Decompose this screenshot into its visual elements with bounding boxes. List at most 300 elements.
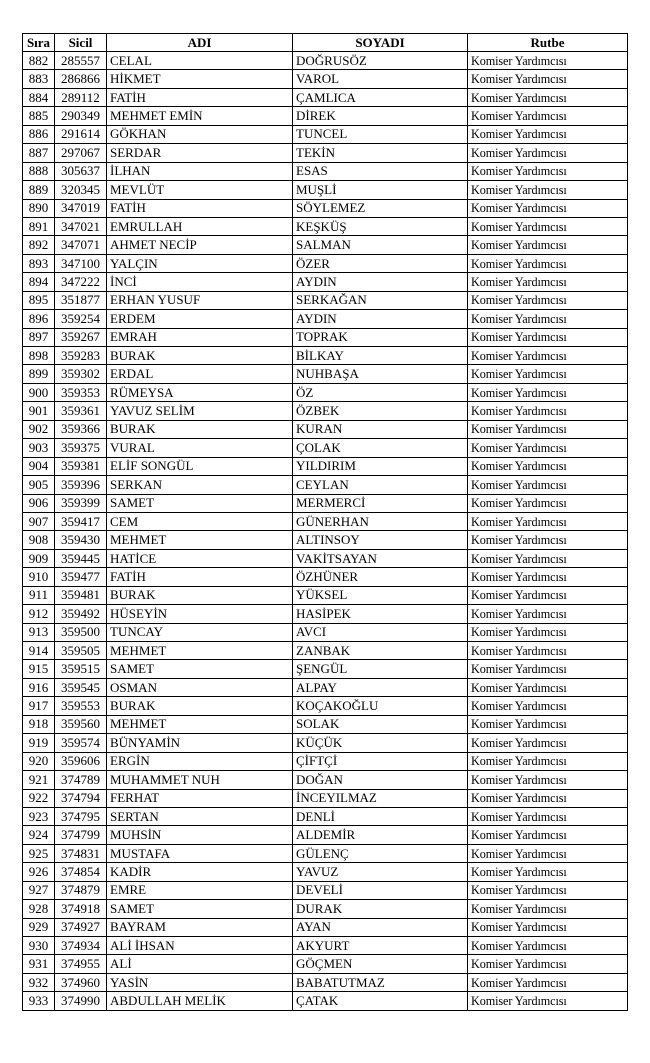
cell-sira: 888 [23,162,55,180]
cell-soyadi: KEŞKÜŞ [293,217,468,235]
cell-sira: 911 [23,586,55,604]
header-soyadi: SOYADI [293,34,468,52]
cell-sicil: 347071 [55,236,107,254]
cell-rutbe: Komiser Yardımcısı [468,365,628,383]
cell-sira: 921 [23,771,55,789]
cell-adi: SAMET [107,660,293,678]
cell-rutbe: Komiser Yardımcısı [468,605,628,623]
table-row [23,347,628,365]
table-row [23,771,628,789]
cell-sicil: 374789 [55,771,107,789]
cell-sicil: 374927 [55,918,107,936]
cell-rutbe: Komiser Yardımcısı [468,217,628,235]
cell-soyadi: YILDIRIM [293,457,468,475]
cell-rutbe: Komiser Yardımcısı [468,402,628,420]
cell-rutbe: Komiser Yardımcısı [468,162,628,180]
cell-sicil: 359396 [55,476,107,494]
cell-rutbe: Komiser Yardımcısı [468,807,628,825]
cell-sira: 891 [23,217,55,235]
cell-soyadi: DİREK [293,107,468,125]
cell-rutbe: Komiser Yardımcısı [468,439,628,457]
cell-rutbe: Komiser Yardımcısı [468,900,628,918]
cell-sicil: 359417 [55,512,107,530]
cell-sicil: 359500 [55,623,107,641]
cell-adi: ERGİN [107,752,293,770]
cell-adi: MEHMET EMİN [107,107,293,125]
cell-adi: ERDAL [107,365,293,383]
cell-soyadi: DEVELİ [293,881,468,899]
cell-adi: İLHAN [107,162,293,180]
cell-soyadi: TUNCEL [293,125,468,143]
cell-sicil: 359553 [55,697,107,715]
cell-sicil: 305637 [55,162,107,180]
cell-sicil: 359267 [55,328,107,346]
cell-adi: BURAK [107,697,293,715]
cell-rutbe: Komiser Yardımcısı [468,476,628,494]
table-row [23,420,628,438]
cell-adi: SAMET [107,494,293,512]
cell-sira: 923 [23,807,55,825]
cell-adi: BURAK [107,586,293,604]
cell-adi: FATİH [107,199,293,217]
cell-sira: 897 [23,328,55,346]
cell-soyadi: SERKAĞAN [293,291,468,309]
table-row [23,844,628,862]
cell-adi: MUHSİN [107,826,293,844]
cell-adi: YASİN [107,973,293,991]
table-row [23,642,628,660]
cell-adi: MEHMET [107,715,293,733]
cell-rutbe: Komiser Yardımcısı [468,420,628,438]
cell-sira: 886 [23,125,55,143]
cell-sicil: 359492 [55,605,107,623]
table-row [23,70,628,88]
cell-adi: MEVLÜT [107,181,293,199]
cell-sira: 903 [23,439,55,457]
cell-sira: 913 [23,623,55,641]
cell-rutbe: Komiser Yardımcısı [468,125,628,143]
table-row [23,476,628,494]
cell-adi: YALÇIN [107,254,293,272]
table-row [23,402,628,420]
cell-rutbe: Komiser Yardımcısı [468,697,628,715]
cell-sicil: 359560 [55,715,107,733]
cell-sira: 882 [23,52,55,70]
cell-soyadi: YAVUZ [293,863,468,881]
cell-sicil: 374795 [55,807,107,825]
table-row [23,181,628,199]
cell-adi: FATİH [107,568,293,586]
cell-soyadi: ALDEMİR [293,826,468,844]
table-row [23,457,628,475]
cell-sicil: 374955 [55,955,107,973]
cell-sira: 927 [23,881,55,899]
table-row [23,217,628,235]
table-row [23,549,628,567]
personnel-table [22,33,628,1011]
cell-sira: 896 [23,310,55,328]
cell-soyadi: KOÇAKOĞLU [293,697,468,715]
cell-sicil: 374934 [55,937,107,955]
cell-rutbe: Komiser Yardımcısı [468,955,628,973]
cell-rutbe: Komiser Yardımcısı [468,623,628,641]
cell-sicil: 359366 [55,420,107,438]
cell-soyadi: VAKİTSAYAN [293,549,468,567]
cell-soyadi: SALMAN [293,236,468,254]
cell-soyadi: YÜKSEL [293,586,468,604]
cell-adi: ERHAN YUSUF [107,291,293,309]
cell-soyadi: GÖÇMEN [293,955,468,973]
table-row [23,144,628,162]
cell-sira: 892 [23,236,55,254]
table-row [23,254,628,272]
cell-sira: 883 [23,70,55,88]
cell-sicil: 285557 [55,52,107,70]
cell-soyadi: TOPRAK [293,328,468,346]
cell-soyadi: ÇAMLICA [293,88,468,106]
cell-sira: 898 [23,347,55,365]
table-row [23,236,628,254]
cell-soyadi: AKYURT [293,937,468,955]
cell-soyadi: VAROL [293,70,468,88]
cell-rutbe: Komiser Yardımcısı [468,863,628,881]
cell-soyadi: ALTINSOY [293,531,468,549]
cell-sira: 932 [23,973,55,991]
table-row [23,88,628,106]
cell-sicil: 359283 [55,347,107,365]
cell-sicil: 359399 [55,494,107,512]
cell-adi: EMRAH [107,328,293,346]
cell-sicil: 359375 [55,439,107,457]
cell-sicil: 359481 [55,586,107,604]
table-row [23,291,628,309]
table-row [23,125,628,143]
cell-rutbe: Komiser Yardımcısı [468,734,628,752]
cell-sira: 887 [23,144,55,162]
table-row [23,789,628,807]
cell-sira: 922 [23,789,55,807]
cell-sicil: 359302 [55,365,107,383]
cell-sicil: 359353 [55,383,107,401]
table-row [23,752,628,770]
cell-sira: 884 [23,88,55,106]
table-row [23,531,628,549]
cell-rutbe: Komiser Yardımcısı [468,918,628,936]
cell-rutbe: Komiser Yardımcısı [468,973,628,991]
cell-rutbe: Komiser Yardımcısı [468,586,628,604]
cell-sira: 933 [23,992,55,1010]
cell-sicil: 359477 [55,568,107,586]
cell-soyadi: KÜÇÜK [293,734,468,752]
cell-rutbe: Komiser Yardımcısı [468,88,628,106]
cell-sira: 908 [23,531,55,549]
cell-rutbe: Komiser Yardımcısı [468,254,628,272]
cell-soyadi: KURAN [293,420,468,438]
cell-sira: 924 [23,826,55,844]
table-row [23,199,628,217]
table-row [23,273,628,291]
cell-soyadi: ÇİFTÇİ [293,752,468,770]
cell-soyadi: ZANBAK [293,642,468,660]
cell-sicil: 374799 [55,826,107,844]
table-row [23,881,628,899]
cell-sicil: 359254 [55,310,107,328]
cell-soyadi: ÇOLAK [293,439,468,457]
cell-soyadi: ÖZER [293,254,468,272]
cell-rutbe: Komiser Yardımcısı [468,752,628,770]
cell-sira: 899 [23,365,55,383]
cell-sira: 895 [23,291,55,309]
cell-rutbe: Komiser Yardımcısı [468,992,628,1010]
cell-rutbe: Komiser Yardımcısı [468,678,628,696]
table-row [23,586,628,604]
cell-adi: FERHAT [107,789,293,807]
cell-adi: SAMET [107,900,293,918]
cell-adi: ABDULLAH MELİK [107,992,293,1010]
cell-soyadi: MUŞLİ [293,181,468,199]
table-row [23,697,628,715]
table-row [23,439,628,457]
cell-soyadi: CEYLAN [293,476,468,494]
table-row [23,162,628,180]
cell-soyadi: ŞENGÜL [293,660,468,678]
cell-adi: MUSTAFA [107,844,293,862]
cell-sicil: 359430 [55,531,107,549]
cell-sira: 905 [23,476,55,494]
cell-rutbe: Komiser Yardımcısı [468,531,628,549]
table-row [23,918,628,936]
cell-rutbe: Komiser Yardımcısı [468,70,628,88]
table-row [23,955,628,973]
cell-adi: SERDAR [107,144,293,162]
table-row [23,310,628,328]
cell-adi: TUNCAY [107,623,293,641]
header-rutbe: Rutbe [468,34,628,52]
cell-sira: 916 [23,678,55,696]
cell-sira: 889 [23,181,55,199]
cell-adi: KADİR [107,863,293,881]
table-row [23,973,628,991]
cell-adi: EMRULLAH [107,217,293,235]
table-row [23,512,628,530]
cell-soyadi: AVCI [293,623,468,641]
cell-soyadi: AYDIN [293,310,468,328]
cell-soyadi: TEKİN [293,144,468,162]
cell-soyadi: GÜLENÇ [293,844,468,862]
cell-sicil: 359606 [55,752,107,770]
table-row [23,383,628,401]
cell-adi: MUHAMMET NUH [107,771,293,789]
cell-sira: 890 [23,199,55,217]
cell-sicil: 286866 [55,70,107,88]
cell-soyadi: DURAK [293,900,468,918]
cell-sira: 926 [23,863,55,881]
cell-sira: 931 [23,955,55,973]
cell-sicil: 347100 [55,254,107,272]
cell-rutbe: Komiser Yardımcısı [468,568,628,586]
cell-rutbe: Komiser Yardımcısı [468,144,628,162]
header-adi: ADI [107,34,293,52]
cell-adi: BURAK [107,420,293,438]
cell-sicil: 359505 [55,642,107,660]
cell-sira: 930 [23,937,55,955]
cell-sira: 904 [23,457,55,475]
cell-adi: EMRE [107,881,293,899]
cell-sira: 885 [23,107,55,125]
cell-sira: 910 [23,568,55,586]
cell-adi: FATİH [107,88,293,106]
cell-sira: 902 [23,420,55,438]
cell-sicil: 320345 [55,181,107,199]
table-row [23,715,628,733]
table-row [23,623,628,641]
cell-rutbe: Komiser Yardımcısı [468,383,628,401]
cell-sicil: 290349 [55,107,107,125]
cell-rutbe: Komiser Yardımcısı [468,328,628,346]
table-row [23,660,628,678]
cell-sicil: 291614 [55,125,107,143]
cell-adi: ELİF SONGÜL [107,457,293,475]
table-row [23,678,628,696]
cell-soyadi: ÖZBEK [293,402,468,420]
cell-adi: GÖKHAN [107,125,293,143]
table-row [23,328,628,346]
cell-rutbe: Komiser Yardımcısı [468,236,628,254]
cell-adi: SERKAN [107,476,293,494]
cell-adi: İNCİ [107,273,293,291]
cell-rutbe: Komiser Yardımcısı [468,881,628,899]
cell-adi: OSMAN [107,678,293,696]
cell-sira: 907 [23,512,55,530]
cell-sira: 912 [23,605,55,623]
cell-soyadi: ÖZHÜNER [293,568,468,586]
cell-sicil: 374879 [55,881,107,899]
cell-sicil: 359381 [55,457,107,475]
cell-sicil: 359361 [55,402,107,420]
cell-soyadi: NUHBAŞA [293,365,468,383]
cell-adi: HATİCE [107,549,293,567]
table-row [23,52,628,70]
cell-adi: ERDEM [107,310,293,328]
cell-sira: 894 [23,273,55,291]
cell-sira: 929 [23,918,55,936]
cell-adi: MEHMET [107,531,293,549]
cell-sicil: 359574 [55,734,107,752]
cell-soyadi: ESAS [293,162,468,180]
cell-sira: 918 [23,715,55,733]
cell-sira: 893 [23,254,55,272]
cell-rutbe: Komiser Yardımcısı [468,347,628,365]
cell-adi: ALİ [107,955,293,973]
cell-soyadi: İNCEYILMAZ [293,789,468,807]
cell-sicil: 374960 [55,973,107,991]
cell-rutbe: Komiser Yardımcısı [468,937,628,955]
table-row [23,568,628,586]
cell-adi: SERTAN [107,807,293,825]
cell-sira: 920 [23,752,55,770]
cell-sicil: 374854 [55,863,107,881]
cell-sira: 925 [23,844,55,862]
cell-sira: 915 [23,660,55,678]
cell-rutbe: Komiser Yardımcısı [468,549,628,567]
table-body [23,52,628,1011]
cell-adi: MEHMET [107,642,293,660]
cell-soyadi: ALPAY [293,678,468,696]
cell-sicil: 359545 [55,678,107,696]
cell-soyadi: HASİPEK [293,605,468,623]
cell-soyadi: MERMERCİ [293,494,468,512]
table-header-row [23,34,628,52]
cell-soyadi: ÖZ [293,383,468,401]
cell-soyadi: BABATUTMAZ [293,973,468,991]
cell-adi: HÜSEYİN [107,605,293,623]
cell-sicil: 289112 [55,88,107,106]
personnel-list-page [22,33,627,1011]
cell-soyadi: GÜNERHAN [293,512,468,530]
cell-rutbe: Komiser Yardımcısı [468,660,628,678]
table-row [23,900,628,918]
cell-sira: 906 [23,494,55,512]
cell-rutbe: Komiser Yardımcısı [468,107,628,125]
cell-adi: CEM [107,512,293,530]
cell-sicil: 374831 [55,844,107,862]
cell-sicil: 347222 [55,273,107,291]
cell-adi: VURAL [107,439,293,457]
cell-soyadi: SOLAK [293,715,468,733]
cell-rutbe: Komiser Yardımcısı [468,199,628,217]
table-row [23,992,628,1010]
cell-sicil: 374918 [55,900,107,918]
cell-rutbe: Komiser Yardımcısı [468,457,628,475]
table-row [23,807,628,825]
cell-sicil: 374990 [55,992,107,1010]
cell-rutbe: Komiser Yardımcısı [468,771,628,789]
table-row [23,107,628,125]
cell-soyadi: SÖYLEMEZ [293,199,468,217]
cell-sira: 917 [23,697,55,715]
cell-rutbe: Komiser Yardımcısı [468,291,628,309]
cell-rutbe: Komiser Yardımcısı [468,310,628,328]
cell-soyadi: AYAN [293,918,468,936]
header-sicil: Sicil [55,34,107,52]
cell-sira: 901 [23,402,55,420]
cell-sira: 909 [23,549,55,567]
cell-adi: BURAK [107,347,293,365]
cell-sicil: 297067 [55,144,107,162]
cell-sira: 900 [23,383,55,401]
cell-soyadi: AYDIN [293,273,468,291]
cell-adi: BÜNYAMİN [107,734,293,752]
cell-sicil: 347021 [55,217,107,235]
cell-rutbe: Komiser Yardımcısı [468,181,628,199]
cell-adi: YAVUZ SELİM [107,402,293,420]
cell-rutbe: Komiser Yardımcısı [468,642,628,660]
cell-sicil: 359515 [55,660,107,678]
cell-adi: AHMET NECİP [107,236,293,254]
table-row [23,494,628,512]
table-row [23,734,628,752]
cell-soyadi: ÇATAK [293,992,468,1010]
table-row [23,605,628,623]
cell-adi: CELAL [107,52,293,70]
cell-sicil: 374794 [55,789,107,807]
cell-sira: 928 [23,900,55,918]
cell-rutbe: Komiser Yardımcısı [468,273,628,291]
cell-adi: ALİ İHSAN [107,937,293,955]
cell-sicil: 347019 [55,199,107,217]
cell-rutbe: Komiser Yardımcısı [468,715,628,733]
cell-sira: 919 [23,734,55,752]
